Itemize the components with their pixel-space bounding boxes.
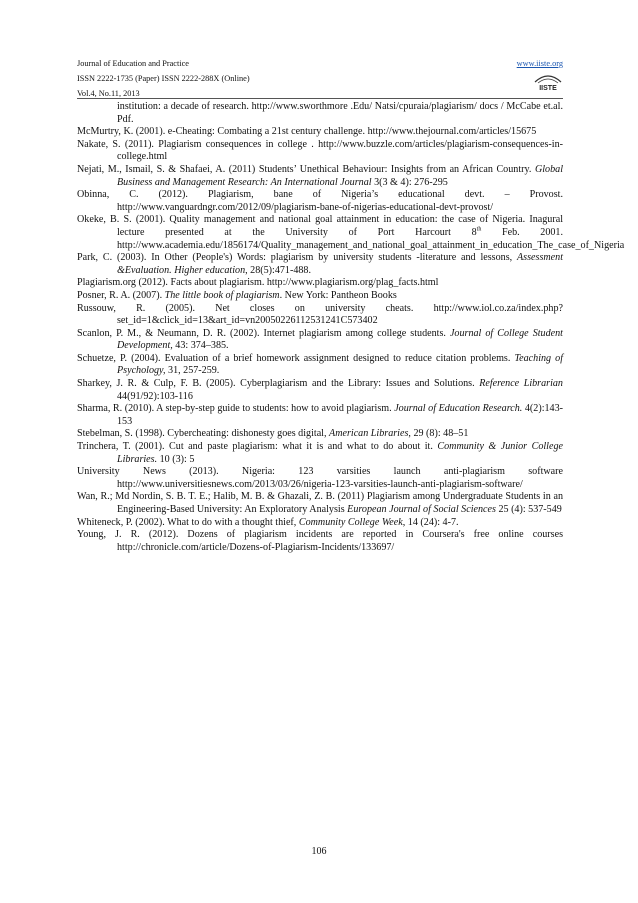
reference-entry: [77, 428, 563, 441]
website-link[interactable]: www.iiste.org: [516, 59, 563, 68]
reference-text: Scanlon, P. M., & Neumann, D. R. (2002). Internet plagiarism among college students.: [77, 327, 450, 339]
reference-italic-text: Journal of Education Research.: [394, 403, 523, 415]
reference-entry: [77, 139, 563, 164]
reference-superscript: th: [476, 226, 482, 233]
reference-italic-text: Community & Junior College Libraries.: [117, 441, 563, 465]
reference-italic-text: Assessment &Evaluation. Higher education: [117, 252, 563, 276]
reference-text: 4(2):143-153: [117, 403, 564, 427]
reference-text: Stebelman, S. (1998). Cybercheating: dishonesty goes digital,: [77, 428, 330, 440]
reference-text: Obinna, C. (2012). Plagiarism, bane of Nigeria’s educational devt. – Provost. http://www.vanguardngr.com/2012/09/plagiarism-bane-of-nigerias-educational-devt-provost/: [77, 189, 563, 213]
reference-text: Nakate, S. (2011). Plagiarism consequences in college . http://www.buzzle.com/articles/plagiarism-consequences-in-college.html: [77, 138, 563, 163]
reference-text: Trinchera, T. (2001). Cut and paste plagiarism: what it is and what to do about it.: [77, 441, 438, 453]
journal-title: Journal of Education and Practice: [77, 59, 189, 68]
reference-text: , 29 (8): 48–51: [408, 428, 469, 440]
reference-entry: [77, 252, 563, 277]
reference-entry: [77, 441, 563, 466]
reference-text: Wan, R.; Md Nordin, S. B. T. E.; Halib, M. B. & Ghazali, Z. B. (2011) Plagiarism among Undergraduate Students in an Engineering-Based University: An Exploratory Analysis: [77, 491, 563, 515]
reference-entry: [77, 529, 563, 554]
reference-text: 3(3 & 4): 276-295: [371, 176, 448, 188]
reference-entry: [77, 491, 563, 516]
reference-italic-text: American Libraries: [329, 428, 409, 440]
reference-text: 44(91/92):103-116: [117, 390, 193, 402]
reference-text: Park, C. (2003). In Other (People's) Words: plagiarism by university students -literature and lessons,: [77, 252, 518, 264]
reference-italic-text: Community College Week: [298, 516, 403, 528]
reference-entry: [77, 303, 563, 328]
reference-italic-text: Teaching of Psychology,: [117, 352, 563, 377]
reference-entry: [77, 214, 625, 252]
volume-line: Vol.4, No.11, 2013: [77, 89, 140, 98]
reference-entry: [77, 164, 563, 189]
reference-text: Plagiarism.org (2012). Facts about plagiarism. http://www.plagiarism.org/plag_facts.html: [77, 277, 439, 289]
reference-italic-text: Reference Librarian: [479, 378, 563, 390]
reference-text: Feb. 2001. http://www.academia.edu/1856174/Quality_management_and_national_goal_attainment_in_education_The_case_of_Nigeria: [117, 226, 625, 251]
page-header: [77, 56, 563, 101]
iiste-logo: [533, 72, 563, 92]
logo-text: IISTE: [539, 85, 557, 92]
reference-text: , 28(5):471-488.: [245, 264, 312, 276]
reference-entry: [77, 403, 563, 428]
reference-list: [77, 101, 625, 554]
header-divider: [77, 98, 563, 99]
reference-italic-text: Journal of College Student Development: [117, 327, 563, 352]
reference-text: Nejati, M., Ismail, S. & Shafaei, A. (2011) Students’ Unethical Behaviour: Insights from an African Country.: [77, 163, 535, 175]
reference-text: McMurtry, K. (2001). e-Cheating: Combating a 21st century challenge. http://www.thejournal.com/articles/15675: [77, 126, 537, 138]
reference-entry: [77, 466, 563, 491]
reference-entry: [77, 101, 563, 126]
reference-entry: [77, 189, 563, 214]
reference-text: 31, 257-259.: [165, 365, 220, 377]
issn-line: ISSN 2222-1735 (Paper) ISSN 2222-288X (Online): [77, 74, 250, 83]
reference-text: 25 (4): 537-549: [495, 504, 562, 515]
reference-entry: [77, 290, 563, 303]
reference-text: Okeke, B. S. (2001). Quality management and national goal attainment in education: the case of Nigeria. Inagural lecture presented at the University of Port Harcourt 8: [77, 214, 563, 238]
reference-text: . New York: Pantheon Books: [279, 289, 397, 301]
reference-text: Sharkey, J. R. & Culp, F. B. (2005). Cyberplagiarism and the Library: Issues and Solutions.: [77, 378, 480, 390]
page-number: 106: [311, 846, 327, 857]
reference-text: Sharma, R. (2010). A step-by-step guide to students: how to avoid plagiarism.: [77, 403, 395, 415]
reference-entry: [77, 517, 563, 530]
reference-text: institution: a decade of research. http://www.sworthmore .Edu/ Natsi/cpuraia/plagiarism/ docs / McCabe et.al. Pdf.: [117, 101, 563, 125]
reference-italic-text: Global Business and Management Research: An International Journal: [117, 163, 563, 188]
reference-entry: [77, 328, 563, 353]
reference-text: Russouw, R. (2005). Net closes on university cheats. http://www.iol.co.za/index.php?set_id=1&click_id=13&art_id=vn20050226112531241C573402: [77, 302, 563, 327]
reference-text: , 14 (24): 4-7.: [402, 516, 459, 528]
reference-italic-text: The little book of plagiarism: [164, 289, 280, 301]
reference-entry: [77, 353, 563, 378]
reference-entry: [77, 378, 563, 403]
reference-text: , 43: 374–385.: [170, 340, 229, 352]
reference-text: 10 (3): 5: [157, 453, 195, 465]
reference-italic-text: European Journal of Social Sciences: [347, 504, 496, 515]
reference-entry: [77, 126, 563, 139]
reference-entry: [77, 277, 563, 290]
reference-text: Posner, R. A. (2007).: [77, 289, 165, 301]
reference-text: Young, J. R. (2012). Dozens of plagiarism incidents are reported in Coursera's free online courses http://chronicle.com/article/Dozens-of-Plagiarism-Incidents/133697/: [77, 529, 563, 553]
reference-text: Schuetze, P. (2004). Evaluation of a brief homework assignment designed to reduce citation problems.: [77, 352, 515, 364]
reference-text: Whiteneck, P. (2002). What to do with a thought thief,: [77, 516, 299, 528]
reference-text: University News (2013). Nigeria: 123 varsities launch anti-plagiarism software http://www.universitiesnews.com/2013/03/26/nigeria-123-varsities-launch-anti-plagiarism-software/: [77, 466, 563, 490]
